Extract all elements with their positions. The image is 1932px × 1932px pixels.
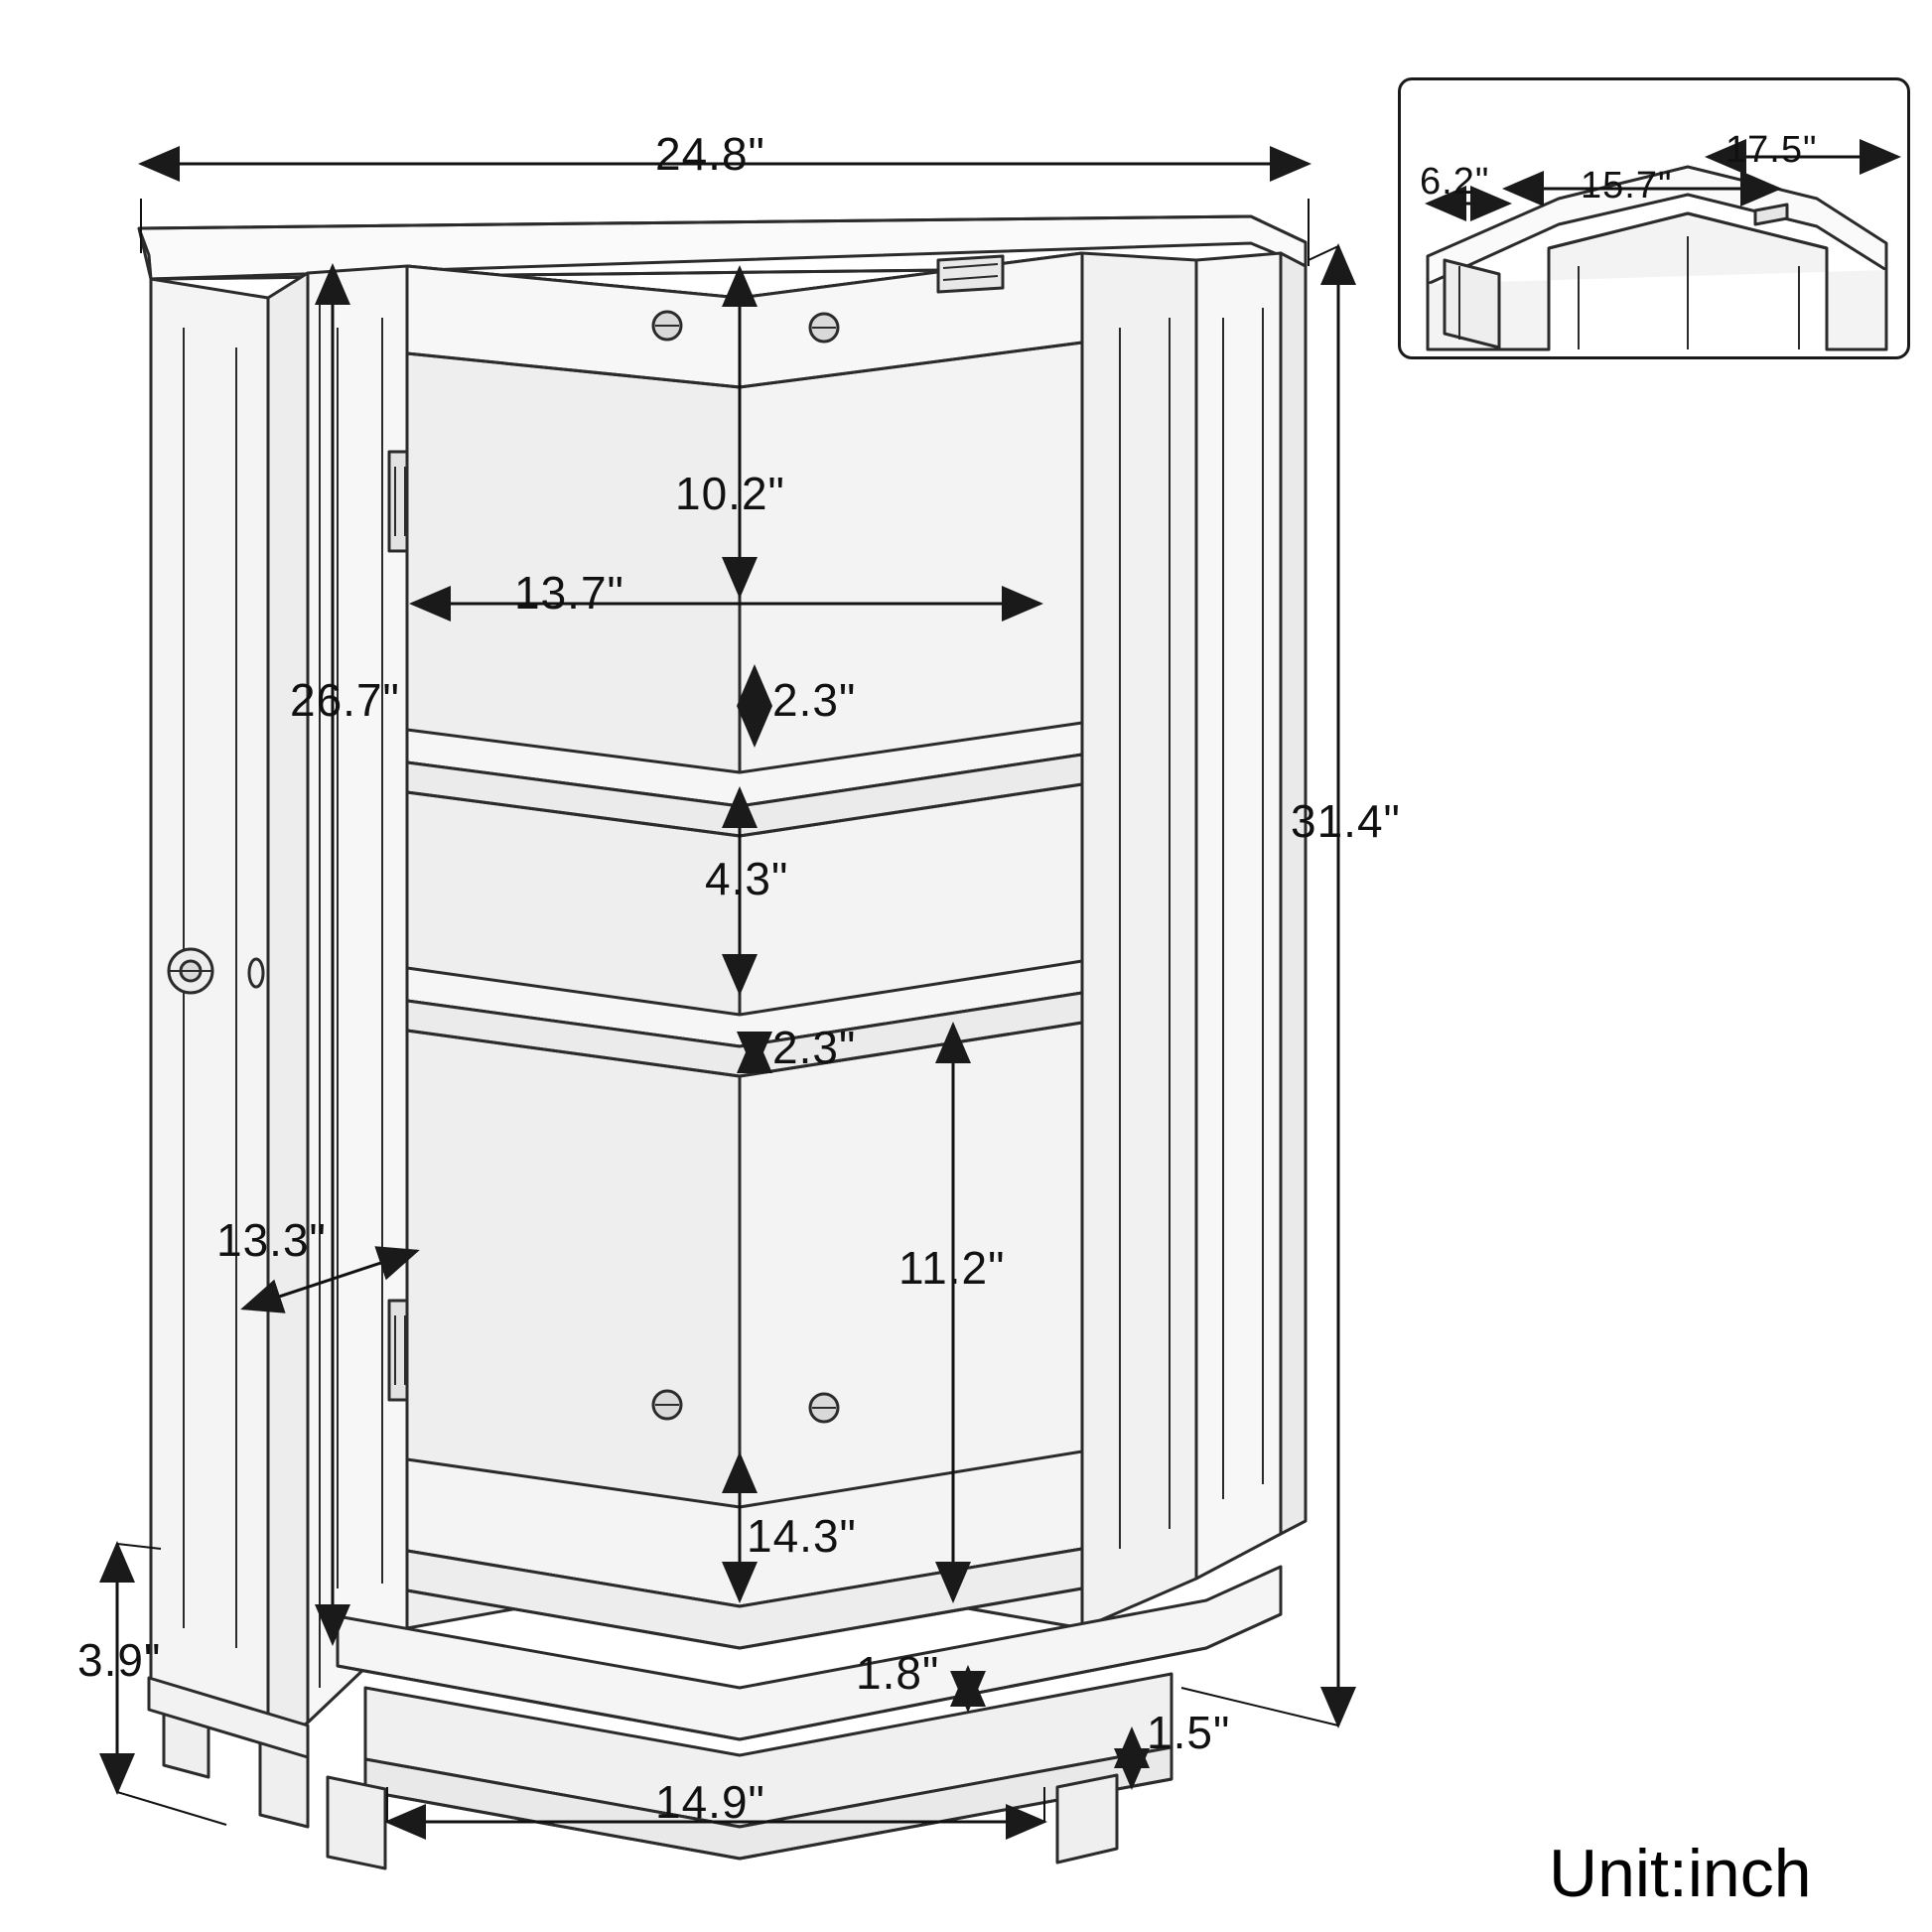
label-interior-width: 13.7" — [514, 567, 624, 619]
label-foot-height: 1.5" — [1147, 1707, 1231, 1758]
label-door-height: 26.7" — [290, 674, 400, 726]
label-door-depth: 13.3" — [216, 1214, 327, 1266]
label-shelf-thickness-top: 2.3" — [772, 674, 857, 726]
label-top-compartment-height: 10.2" — [675, 468, 785, 519]
label-base-trim: 1.8" — [856, 1647, 940, 1699]
label-overall-width: 24.8" — [655, 128, 765, 180]
label-inset-depth-right: 17.5" — [1725, 129, 1818, 171]
label-base-width: 14.9" — [655, 1776, 765, 1828]
label-middle-compartment-height: 4.3" — [705, 853, 789, 904]
label-overall-height: 31.4" — [1291, 795, 1401, 847]
label-bottom-interior-height: 14.3" — [747, 1510, 857, 1562]
label-inset-side-edge: 6.2" — [1420, 161, 1490, 203]
label-lower-section-height: 11.2" — [898, 1242, 1006, 1294]
label-base-height: 3.9" — [77, 1634, 162, 1686]
unit-note: Unit:inch — [1549, 1836, 1812, 1911]
label-inset-front-edge: 15.7" — [1581, 165, 1673, 207]
label-shelf-thickness-bottom: 2.3" — [772, 1022, 857, 1073]
